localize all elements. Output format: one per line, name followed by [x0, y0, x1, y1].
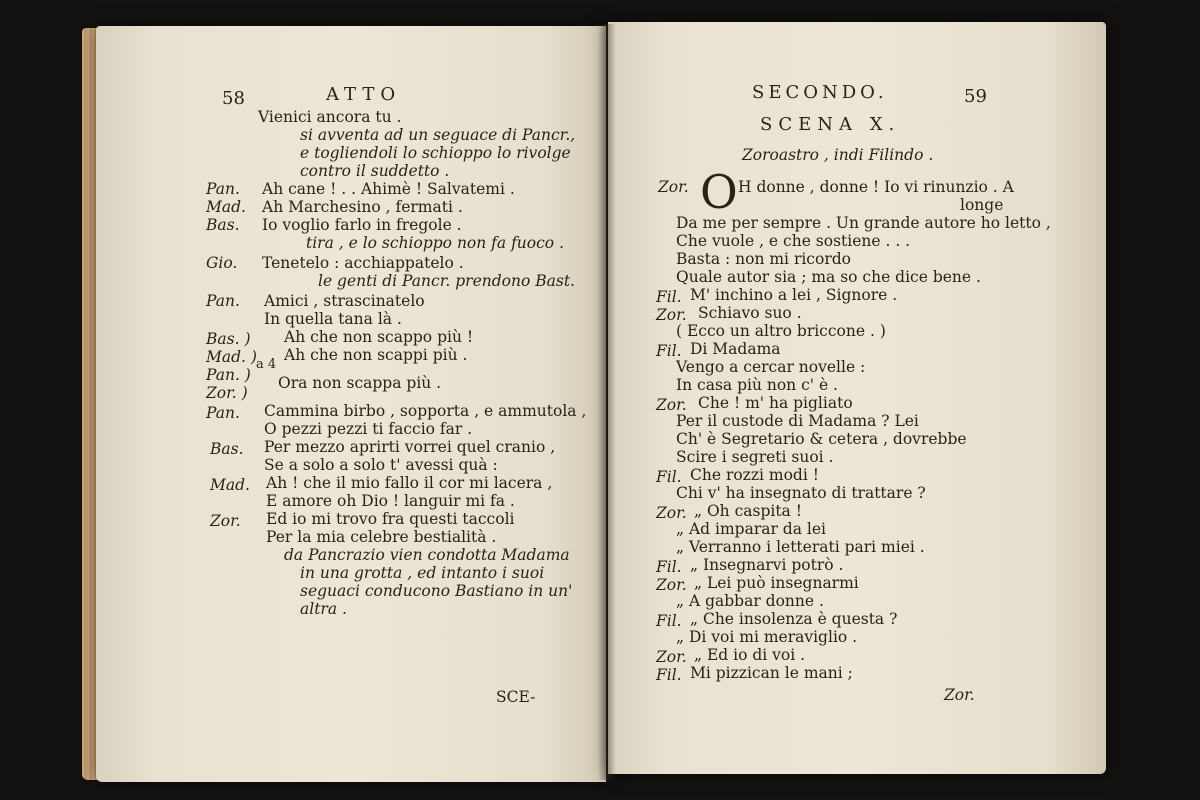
speaker-label: Zor. [656, 648, 687, 666]
right-line: „ Che insolenza è questa ? [690, 610, 898, 628]
stage-direction: contro il suddetto . [300, 162, 450, 180]
speaker-label: Mad. [210, 476, 250, 494]
left-line: Per la mia celebre bestialità . [266, 528, 497, 546]
right-line: longe [960, 196, 1004, 214]
book-gutter [598, 24, 616, 780]
stage-direction: in una grotta , ed intanto i suoi [300, 564, 545, 582]
speaker-label: Bas. [206, 216, 240, 234]
right-line: „ Ad imparar da lei [676, 520, 826, 538]
left-catchword: SCE- [496, 688, 536, 706]
ensemble-marker: a 4 [256, 357, 277, 372]
speaker-label: Mad. [206, 198, 246, 216]
right-line: „ Ed io di voi . [694, 646, 806, 664]
stage-direction: e togliendoli lo schioppo lo rivolge [300, 144, 571, 162]
right-line: „ Lei può insegnarmi [694, 574, 859, 592]
speaker-label: Fil. [656, 558, 682, 576]
speaker-label: Zor. [656, 576, 687, 594]
right-line: „ Insegnarvi potrò . [690, 556, 844, 574]
stage-direction: altra . [300, 600, 347, 618]
stage-direction: si avventa ad un seguace di Pancr., [300, 126, 576, 144]
right-line: „ Di voi mi meraviglio . [676, 628, 858, 646]
right-catchword: Zor. [944, 686, 975, 704]
left-line: Amici , strascinatelo [264, 292, 425, 310]
right-line: In casa più non c' è . [676, 376, 838, 394]
left-line: O pezzi pezzi ti faccio far . [264, 420, 473, 438]
left-line: Ed io mi trovo fra questi taccoli [266, 510, 515, 528]
right-line: Che vuole , e che sostiene . . . [676, 232, 911, 250]
left-line: Ah ! che il mio fallo il cor mi lacera , [266, 474, 553, 492]
right-line: Scire i segreti suoi . [676, 448, 834, 466]
speaker-label: Pan. [206, 404, 240, 422]
right-line: Quale autor sia ; ma so che dice bene . [676, 268, 981, 286]
left-line: Io voglio farlo in fregole . [262, 216, 462, 234]
right-line: Vengo a cercar novelle : [676, 358, 866, 376]
speaker-label: Gio. [206, 254, 238, 272]
right-line: M' inchino a lei , Signore . [690, 286, 898, 304]
speaker-label: Bas. ) [206, 330, 251, 348]
left-page-number: 58 [222, 88, 245, 109]
speaker-label: Fil. [656, 342, 682, 360]
left-line: In quella tana là . [264, 310, 402, 328]
stage-direction: tira , e lo schioppo non fa fuoco . [306, 234, 564, 252]
right-line: Che rozzi modi ! [690, 466, 819, 484]
right-line: Di Madama [690, 340, 781, 358]
speaker-label: Zor. [656, 504, 687, 522]
right-line: H donne , donne ! Io vi rinunzio . A [738, 178, 1014, 196]
left-line: Se a solo a solo t' avessi quà : [264, 456, 498, 474]
left-line: Per mezzo aprirti vorrei quel cranio , [264, 438, 556, 456]
left-line: Ah che non scappi più . [284, 346, 468, 364]
left-line: Ora non scappa più . [278, 374, 442, 392]
right-line: Per il custode di Madama ? Lei [676, 412, 919, 430]
speaker-label: Zor. [658, 178, 689, 196]
speaker-label: Zor. [656, 306, 687, 324]
left-line: Ah Marchesino , fermati . [262, 198, 463, 216]
left-line: Vienici ancora tu . [258, 108, 402, 126]
speaker-label: Fil. [656, 612, 682, 630]
stage-direction: le genti di Pancr. prendono Bast. [318, 272, 575, 290]
right-line: Mi pizzican le mani ; [690, 664, 853, 682]
speaker-label: Fil. [656, 468, 682, 486]
right-line: Chi v' ha insegnato di trattare ? [676, 484, 926, 502]
right-line: Ch' è Segretario & cetera , dovrebbe [676, 430, 967, 448]
left-line: Ah cane ! . . Ahimè ! Salvatemi . [262, 180, 515, 198]
right-line: Schiavo suo . [698, 304, 802, 322]
scene-title: SCENA X. [760, 114, 901, 135]
right-page-number: 59 [964, 86, 987, 107]
left-running-head: ATTO [326, 84, 402, 105]
speaker-label: Zor. [656, 396, 687, 414]
left-line: Cammina birbo , sopporta , e ammutola , [264, 402, 587, 420]
right-line: ( Ecco un altro briccone . ) [676, 322, 886, 340]
speaker-label: Zor. [210, 512, 241, 530]
drop-cap-initial: O [700, 165, 738, 219]
speaker-label: Pan. [206, 292, 240, 310]
left-line: Tenetelo : acchiappatelo . [262, 254, 464, 272]
left-line: E amore oh Dio ! languir mi fa . [266, 492, 515, 510]
right-line: Basta : non mi ricordo [676, 250, 851, 268]
right-line: Che ! m' ha pigliato [698, 394, 853, 412]
stage-direction: da Pancrazio vien condotta Madama [284, 546, 570, 564]
speaker-label: Mad. ) [206, 348, 257, 366]
speaker-label: Fil. [656, 288, 682, 306]
right-line: „ A gabbar donne . [676, 592, 824, 610]
speaker-label: Zor. ) [206, 384, 248, 402]
right-line: „ Oh caspita ! [694, 502, 802, 520]
left-line: Ah che non scappo più ! [284, 328, 474, 346]
speaker-label: Pan. ) [206, 366, 251, 384]
right-line: Da me per sempre . Un grande autore ho letto , [676, 214, 1051, 232]
scene-characters: Zoroastro , indi Filindo . [742, 146, 934, 164]
right-line: „ Verranno i letterati pari miei . [676, 538, 925, 556]
speaker-label: Bas. [210, 440, 244, 458]
speaker-label: Pan. [206, 180, 240, 198]
stage-direction: seguaci conducono Bastiano in un' [300, 582, 573, 600]
speaker-label: Fil. [656, 666, 682, 684]
right-running-head: SECONDO. [752, 82, 888, 103]
